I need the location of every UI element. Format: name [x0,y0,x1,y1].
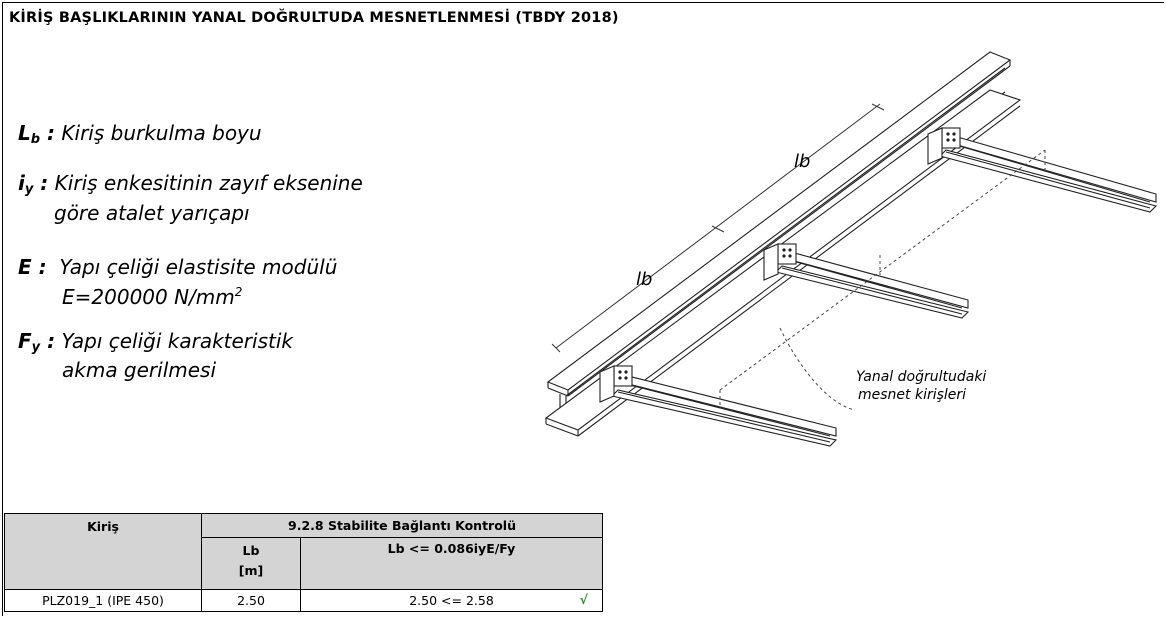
header-lb: Lb [m] [202,538,301,590]
definition-e [18,254,337,280]
definition-fy-text-2: akma gerilmesi [62,358,217,382]
definition-lb-text: Kiriş burkulma boyu [61,121,262,145]
secondary-beam-2 [764,244,968,318]
definition-iy [18,170,363,203]
lb-label-lower: lb [636,269,653,290]
callout-line-1: Yanal doğrultudaki [856,369,987,385]
cell-beam: PLZ019_1 (IPE 450) [5,590,202,612]
header-beam: Kiriş [5,514,202,590]
definition-fy-text: Yapı çeliği karakteristik [61,329,293,353]
definition-iy-text: Kiriş enkesitinin zayıf eksenine [54,171,363,195]
header-check: 9.2.8 Stabilite Bağlantı Kontrolü [202,514,603,538]
header-formula: Lb <= 0.086iyE/Fy [301,538,603,590]
symbol-iy: $i_y$ : [18,171,49,197]
secondary-beam-3 [928,128,1156,212]
cell-check: 2.50 <= 2.58 √ [301,590,603,612]
secondary-beam-1 [600,366,836,446]
table-row [5,590,603,612]
definition-e-text-2: E=200000 $N/mm^2$ [62,285,243,309]
beam-drawing [540,40,1160,460]
definition-e-text: Yapı çeliği elastisite modülü [59,255,338,279]
page-title: KİRİŞ BAŞLIKLARININ YANAL DOĞRULTUDA MESNETLENMESİ (TBDY 2018) [9,10,619,26]
lb-label-upper: lb [794,151,811,172]
symbol-lb: $L_b$ : [18,121,56,147]
symbol-fy: $F_y$ : [18,329,56,355]
definition-lb [18,120,262,153]
cell-lb: 2.50 [202,590,301,612]
stability-check-table [4,513,603,612]
check-ok-icon: √ [579,592,588,607]
callout-line-2: mesnet kirişleri [858,387,967,403]
definition-iy-text-2: göre atalet yarıçapı [54,201,250,225]
symbol-e: E : [18,255,47,279]
